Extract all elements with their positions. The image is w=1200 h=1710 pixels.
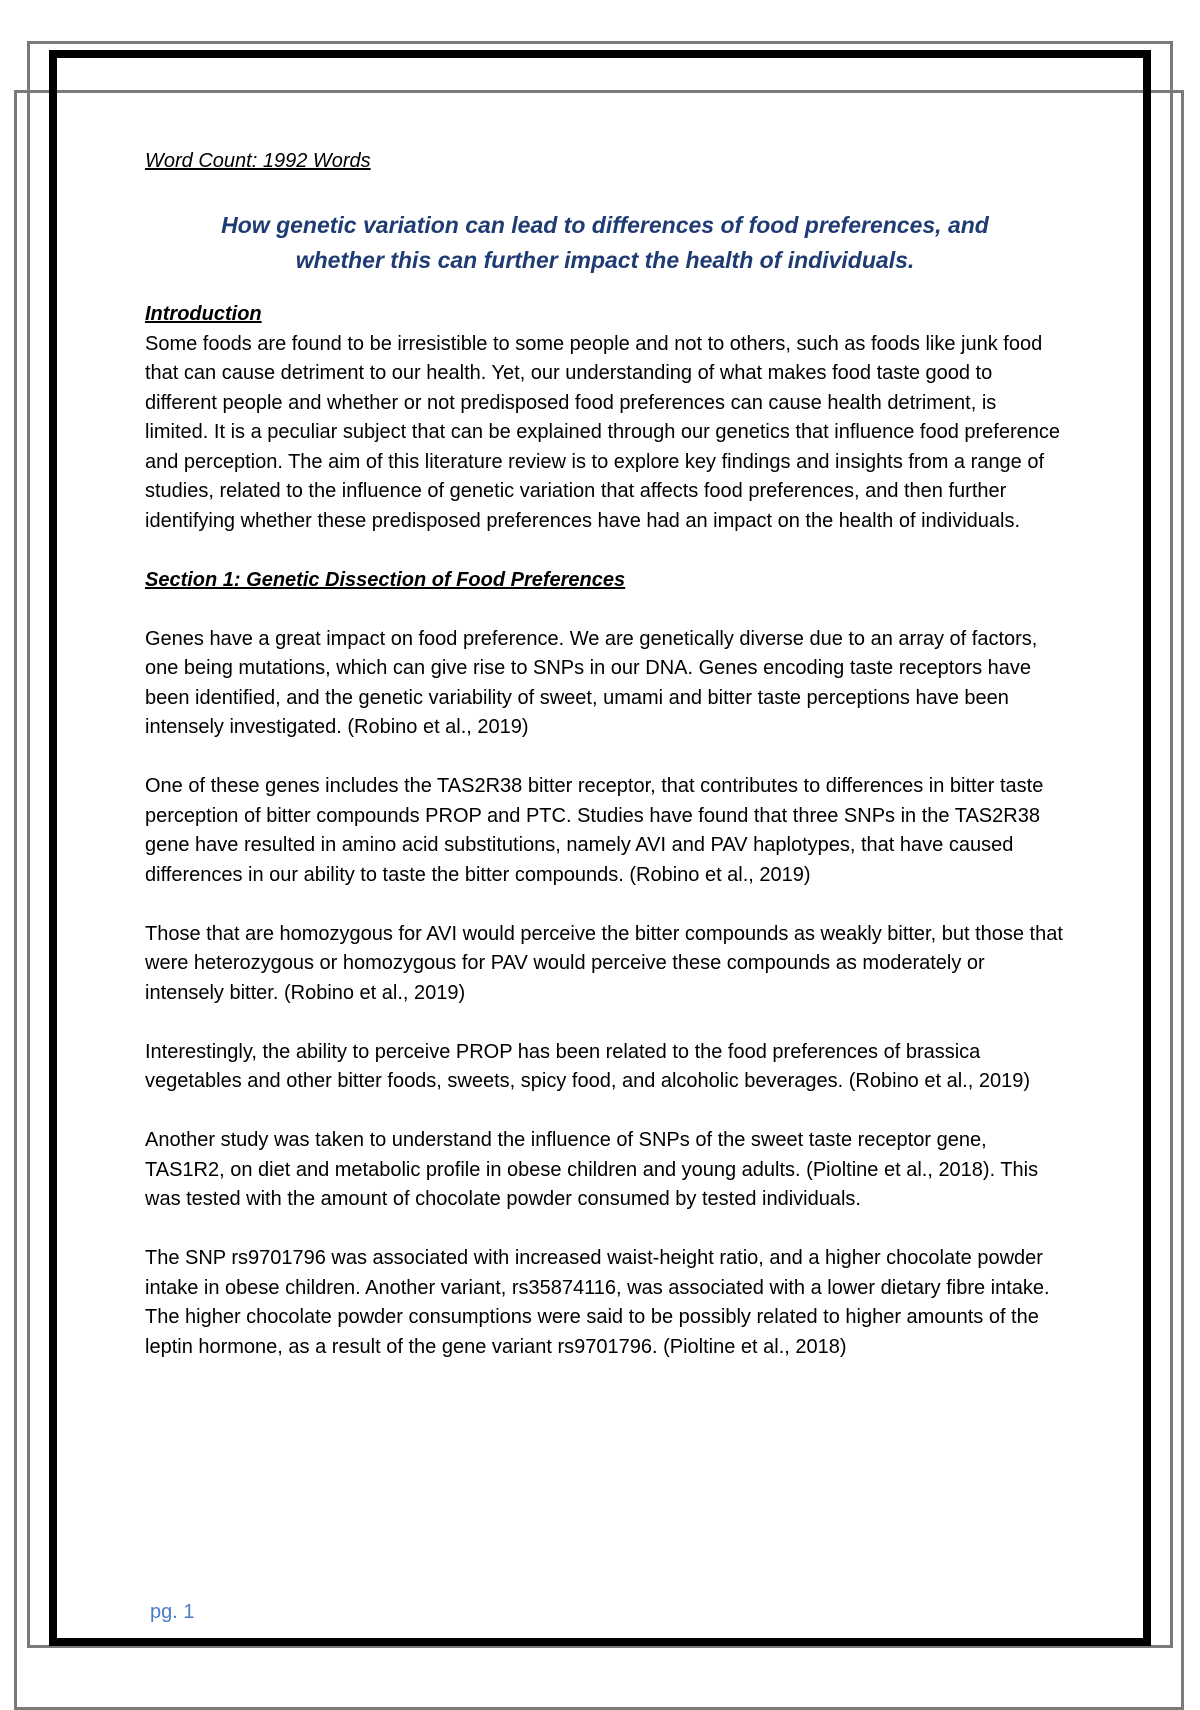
- page-number: pg. 1: [150, 1601, 195, 1623]
- introduction-heading: Introduction: [145, 303, 262, 325]
- section-1-paragraph-4: Interestingly, the ability to perceive PROP has been related to the food preferences of brassica vegetables and other bitter foods, sweets, spicy food, and alcoholic beverages. (Robino et al., 2019): [145, 1040, 1030, 1092]
- document-title-line-2: whether this can further impact the health of individuals.: [295, 247, 915, 273]
- section-1-paragraph-1: Genes have a great impact on food preference. We are genetically diverse due to an array of factors, one being mutations, which can give rise to SNPs in our DNA. Genes encoding taste receptors have been identified, and the genetic variability of sweet, umami and bitter taste perceptions have been intensely investigated. (Robino et al., 2019): [145, 627, 1038, 738]
- section-1-paragraph-3: Those that are homozygous for AVI would perceive the bitter compounds as weakly bitter, but those that were heterozygous or homozygous for PAV would perceive these compounds as moderately or intensely bitter. (Robino et al., 2019): [145, 922, 1063, 1004]
- introduction-paragraph: Some foods are found to be irresistible to some people and not to others, such as foods like junk food that can cause detriment to our health. Yet, our understanding of what makes food taste good to different people and whether or not predisposed food preferences can cause health detriment, is limited. It is a peculiar subject that can be explained through our genetics that influence food preference and perception. The aim of this literature review is to explore key findings and insights from a range of studies, related to the influence of genetic variation that affects food preferences, and then further identifying whether these predisposed preferences have had an impact on the health of individuals.: [145, 332, 1061, 532]
- word-count: Word Count: 1992 Words: [145, 150, 371, 172]
- section-1-paragraph-2: One of these genes includes the TAS2R38 bitter receptor, that contributes to differences in bitter taste perception of bitter compounds PROP and PTC. Studies have found that three SNPs in the TAS2R38 gene have resulted in amino acid substitutions, namely AVI and PAV haplotypes, that have caused differences in our ability to taste the bitter compounds. (Robino et al., 2019): [145, 775, 1044, 886]
- section-1-paragraph-5: Another study was taken to understand the influence of SNPs of the sweet taste receptor gene, TAS1R2, on diet and metabolic profile in obese children and young adults. (Pioltine et al., 2018). This was tested with the amount of chocolate powder consumed by tested individuals.: [145, 1129, 1039, 1210]
- document-body: [145, 148, 1065, 1362]
- document-title-line-1: How genetic variation can lead to differences of food preferences, and: [221, 212, 989, 238]
- section-1-heading: Section 1: Genetic Dissection of Food Preferences: [145, 568, 626, 591]
- document-title: [145, 208, 1065, 278]
- section-1-paragraph-6: The SNP rs9701796 was associated with increased waist-height ratio, and a higher chocolate powder intake in obese children. Another variant, rs35874116, was associated with a lower dietary fibre intake. The higher chocolate powder consumptions were said to be possibly related to higher amounts of the leptin hormone, as a result of the gene variant rs9701796. (Pioltine et al., 2018): [145, 1247, 1050, 1358]
